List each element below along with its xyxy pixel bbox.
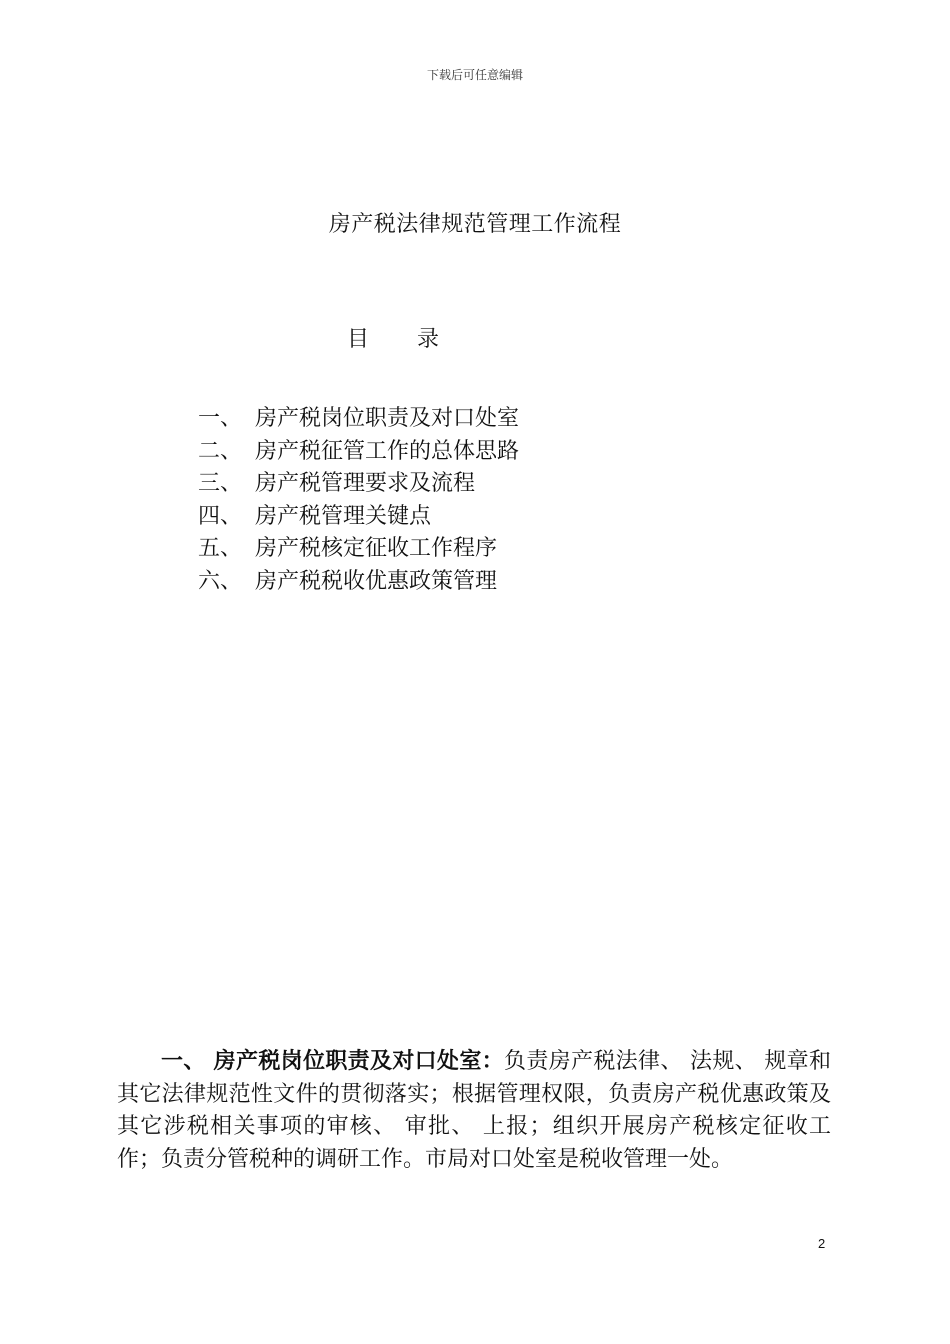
toc-item-label: 房产税税收优惠政策管理 (255, 568, 498, 594)
toc-item-label: 房产税征管工作的总体思路 (255, 438, 520, 464)
toc-item-number: 四、 (198, 503, 243, 529)
toc-item-number: 二、 (198, 438, 243, 464)
page-number: 2 (818, 1236, 826, 1251)
page-header-note: 下载后可任意编辑 (426, 68, 523, 82)
toc-item (198, 501, 519, 534)
section-1-heading: 一、 房产税岗位职责及对口处室： (161, 1049, 504, 1074)
toc-item (198, 436, 519, 469)
toc-item-label: 房产税核定征收工作程序 (255, 536, 498, 562)
section-1-body: 负责房产税法律、 法规、 规章和其它法律规范性文件的贯彻落实；根据管理权限，负责房产税优惠政策及其它涉税相关事项的审核、 审批、 上报；组织开展房产税核定征收工作；负责分管税种的调研工作。市局对口处室是税收管理一处。 (117, 1049, 831, 1172)
toc-item (198, 566, 519, 599)
toc-item-label: 房产税管理关键点 (255, 503, 432, 529)
toc-item (198, 403, 519, 436)
toc-heading-left: 目 (347, 327, 370, 352)
document-title: 房产税法律规范管理工作流程 (328, 212, 622, 237)
table-of-contents (198, 403, 519, 599)
toc-item-number: 三、 (198, 471, 243, 497)
section-1-paragraph (117, 1046, 831, 1176)
toc-item-label: 房产税管理要求及流程 (255, 471, 476, 497)
toc-item-number: 六、 (198, 568, 243, 594)
toc-item (198, 468, 519, 501)
toc-item-label: 房产税岗位职责及对口处室 (255, 406, 520, 431)
toc-item-number: 一、 (198, 406, 243, 431)
toc-item (198, 533, 519, 566)
toc-item-number: 五、 (198, 536, 243, 562)
toc-heading-right: 录 (417, 327, 440, 352)
toc-heading (347, 322, 439, 353)
